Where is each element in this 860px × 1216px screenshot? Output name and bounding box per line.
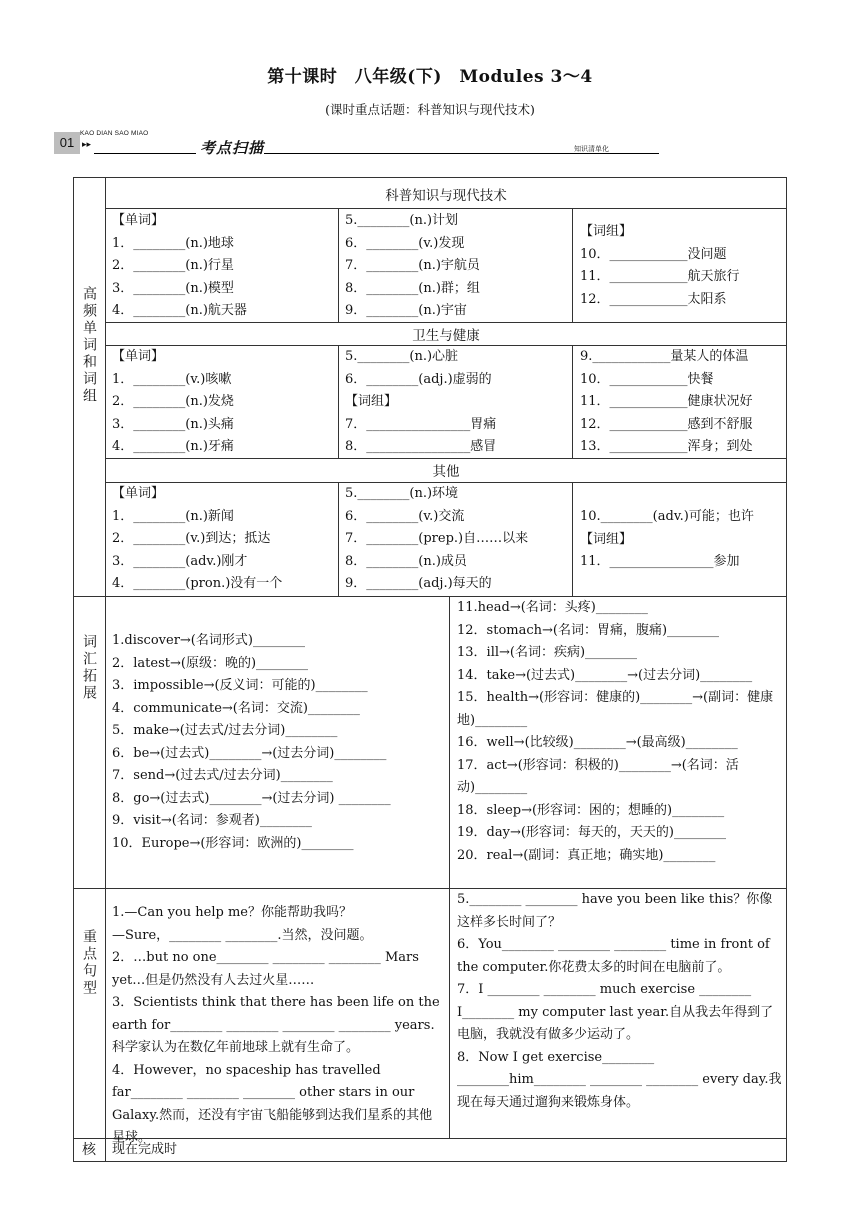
list-item: 5．make→(过去式/过去分词)________ xyxy=(112,723,338,738)
list-item: 11．____________健康状况好 xyxy=(580,394,753,409)
vocab-list xyxy=(345,210,480,323)
vocab-list xyxy=(112,483,282,596)
list-item: 19．day→(形容词：每天的，天天的)________ xyxy=(457,825,726,840)
list-item: 6．You________ ________ ________ time in front of the computer.你花费太多的时间在电脑前了。 xyxy=(457,937,770,975)
expand-list-right xyxy=(457,597,782,867)
list-item: 5.________(n.)心脏 xyxy=(345,349,459,364)
list-item: 1．________(n.)新闻 xyxy=(112,508,234,524)
table-divider xyxy=(338,208,339,322)
list-item: 5.________ ________ have you been like this？你像这样多长时间了？ xyxy=(457,892,773,930)
list-item: 4．________(n.)航天器 xyxy=(112,303,247,318)
vocab-list xyxy=(112,346,234,459)
list-item: 11．________________参加 xyxy=(580,554,740,569)
table-divider xyxy=(572,345,573,458)
vocab-list xyxy=(580,506,754,574)
list-item: 【词组】 xyxy=(345,394,398,409)
banner-pinyin: KAO DIAN SAO MIAO xyxy=(80,130,149,137)
list-item: 4．________(n.)牙痛 xyxy=(112,439,234,454)
list-item: 10.________(adv.)可能；也许 xyxy=(580,509,754,524)
list-item: 7．________________胃痛 xyxy=(345,416,497,432)
banner-number: 01 xyxy=(54,132,80,154)
list-item: 8．________(n.)成员 xyxy=(345,553,467,569)
table-divider xyxy=(572,482,573,596)
list-item: 10．____________没问题 xyxy=(580,246,727,262)
list-item: 4．________(pron.)没有一个 xyxy=(112,576,283,591)
list-item: 12．stomach→(名词：胃痛，腹痛)________ xyxy=(457,622,720,638)
vocab-list xyxy=(345,346,496,459)
vocab-list xyxy=(580,346,753,459)
list-item: 13．____________浑身；到处 xyxy=(580,439,753,454)
section-banner xyxy=(54,132,659,156)
list-item: 6．________(v.)发现 xyxy=(345,235,465,251)
sentence-list-left xyxy=(112,902,442,1150)
list-item: 6．________(v.)交流 xyxy=(345,508,465,524)
table-divider xyxy=(105,208,787,209)
banner-arrows-icon: ▸▸ xyxy=(82,140,92,150)
sentence-list-right xyxy=(457,889,782,1114)
grammar-section-label: 核 xyxy=(82,1142,96,1158)
list-item: 20．real→(副词：真正地；确实地)________ xyxy=(457,847,716,863)
list-item: 2．latest→(原级：晚的)________ xyxy=(112,655,309,671)
list-item: 4．communicate→(名词：交流)________ xyxy=(112,700,360,716)
table-divider xyxy=(572,208,573,322)
list-item: 7．I ________ ________ much exercise ________ I________ my computer last year.自从我去年得到了电脑，我就没有做多少运动了。 xyxy=(457,982,774,1042)
list-item: 8．________________感冒 xyxy=(345,439,497,454)
vocab-list xyxy=(580,221,740,311)
list-item: 8．________(n.)群；组 xyxy=(345,280,480,296)
list-item: 【单词】 xyxy=(112,349,165,364)
list-item: 7．send→(过去式/过去分词)________ xyxy=(112,768,333,783)
list-item: 3．________(n.)模型 xyxy=(112,280,234,296)
vocab-list xyxy=(112,210,247,323)
list-item: 6．________(adj.)虚弱的 xyxy=(345,371,492,387)
table-divider xyxy=(338,482,339,596)
list-item: 15．health→(形容词：健康的)________→(副词：健康地)________ xyxy=(457,690,774,728)
table-divider xyxy=(449,596,450,1138)
list-item: 16．well→(比较级)________→(最高级)________ xyxy=(457,735,738,750)
topic-header: 其他 xyxy=(432,464,460,480)
list-item: 1．________(n.)地球 xyxy=(112,235,234,251)
list-item: 13．ill→(名词：疾病)________ xyxy=(457,645,638,660)
list-item: 9．________(adj.)每天的 xyxy=(345,576,492,591)
page-title: 第十课时 八年级(下) Modules 3～4 xyxy=(267,67,593,87)
list-item: 【词组】 xyxy=(580,531,633,547)
banner-caption: 知识清单化 xyxy=(574,145,609,153)
page-subtitle: (课时重点话题：科普知识与现代技术) xyxy=(325,102,535,117)
expand-section-label: 词汇拓展 xyxy=(81,634,97,702)
list-item: 【词组】 xyxy=(580,224,633,239)
vocab-section-label: 高频单词和词组 xyxy=(81,285,97,405)
list-item: 14．take→(过去式)________→(过去分词)________ xyxy=(457,667,753,683)
list-item: 3．Scientists think that there has been life on the earth for________ ________ ________ ________ years.科学家认为在数亿年前地球上就有生命了。 xyxy=(112,995,440,1055)
topic-header: 科普知识与现代技术 xyxy=(385,188,507,204)
list-item: 8．go→(过去式)________→(过去分词) ________ xyxy=(112,790,391,806)
list-item: 9．________(n.)宇宙 xyxy=(345,303,467,318)
expand-list-left xyxy=(112,630,391,855)
list-item: 2．…but no one________ ________ ________ Mars yet…但是仍然没有人去过火星…… xyxy=(112,950,419,988)
list-item: 1.discover→(名词形式)________ xyxy=(112,633,305,648)
list-item: 12．____________太阳系 xyxy=(580,291,727,307)
topic-header: 卫生与健康 xyxy=(412,328,480,344)
grammar-text: 现在完成时 xyxy=(112,1142,178,1157)
list-item: 3．________(adv.)刚才 xyxy=(112,553,248,569)
list-item: 1.—Can you help me？你能帮助我吗？ xyxy=(112,905,352,920)
banner-rule-left xyxy=(94,153,196,154)
list-item: 8．Now I get exercise________ ________him________ ________ ________ every day.我现在每天通过遛狗来锻炼身体。 xyxy=(457,1049,782,1110)
list-item: 【单词】 xyxy=(112,486,165,501)
list-item: 7．________(n.)宇航员 xyxy=(345,258,480,273)
list-item: 【单词】 xyxy=(112,213,165,228)
banner-rule-right xyxy=(264,153,659,154)
list-item: —Sure，________ ________.当然，没问题。 xyxy=(112,927,373,943)
list-item: 4．However，no spaceship has travelled far________ ________ ________ other stars in our Galaxy.然而，还没有宇宙飞船能够到达我们星系的其他星球。 xyxy=(112,1062,433,1145)
list-item: 3．________(n.)头痛 xyxy=(112,416,234,432)
list-item: 11．____________航天旅行 xyxy=(580,269,740,284)
list-item: 9．visit→(名词：参观者)________ xyxy=(112,813,312,828)
list-item: 2．________(n.)发烧 xyxy=(112,394,234,409)
list-item: 2．________(n.)行星 xyxy=(112,258,234,273)
list-item: 18．sleep→(形容词：困的；想睡的)________ xyxy=(457,802,725,818)
banner-title: 考点扫描 xyxy=(200,139,265,157)
list-item: 11.head→(名词：头疼)________ xyxy=(457,600,648,615)
list-item: 17．act→(形容词：积极的)________→(名词：活动)________ xyxy=(457,757,739,795)
list-item: 10．____________快餐 xyxy=(580,371,714,387)
list-item: 7．________(prep.)自……以来 xyxy=(345,531,529,546)
list-item: 1．________(v.)咳嗽 xyxy=(112,371,232,387)
list-item: 6．be→(过去式)________→(过去分词)________ xyxy=(112,745,387,761)
list-item: 9.____________量某人的体温 xyxy=(580,349,749,364)
sentence-section-label: 重点句型 xyxy=(81,929,97,997)
list-item: 10．Europe→(形容词：欧洲的)________ xyxy=(112,835,354,851)
vocab-list xyxy=(345,483,528,596)
list-item: 3．impossible→(反义词：可能的)________ xyxy=(112,678,368,693)
table-divider xyxy=(338,345,339,458)
list-item: 12．____________感到不舒服 xyxy=(580,416,753,432)
list-item: 5.________(n.)环境 xyxy=(345,486,459,501)
list-item: 5.________(n.)计划 xyxy=(345,213,459,228)
list-item: 2．________(v.)到达；抵达 xyxy=(112,531,271,546)
